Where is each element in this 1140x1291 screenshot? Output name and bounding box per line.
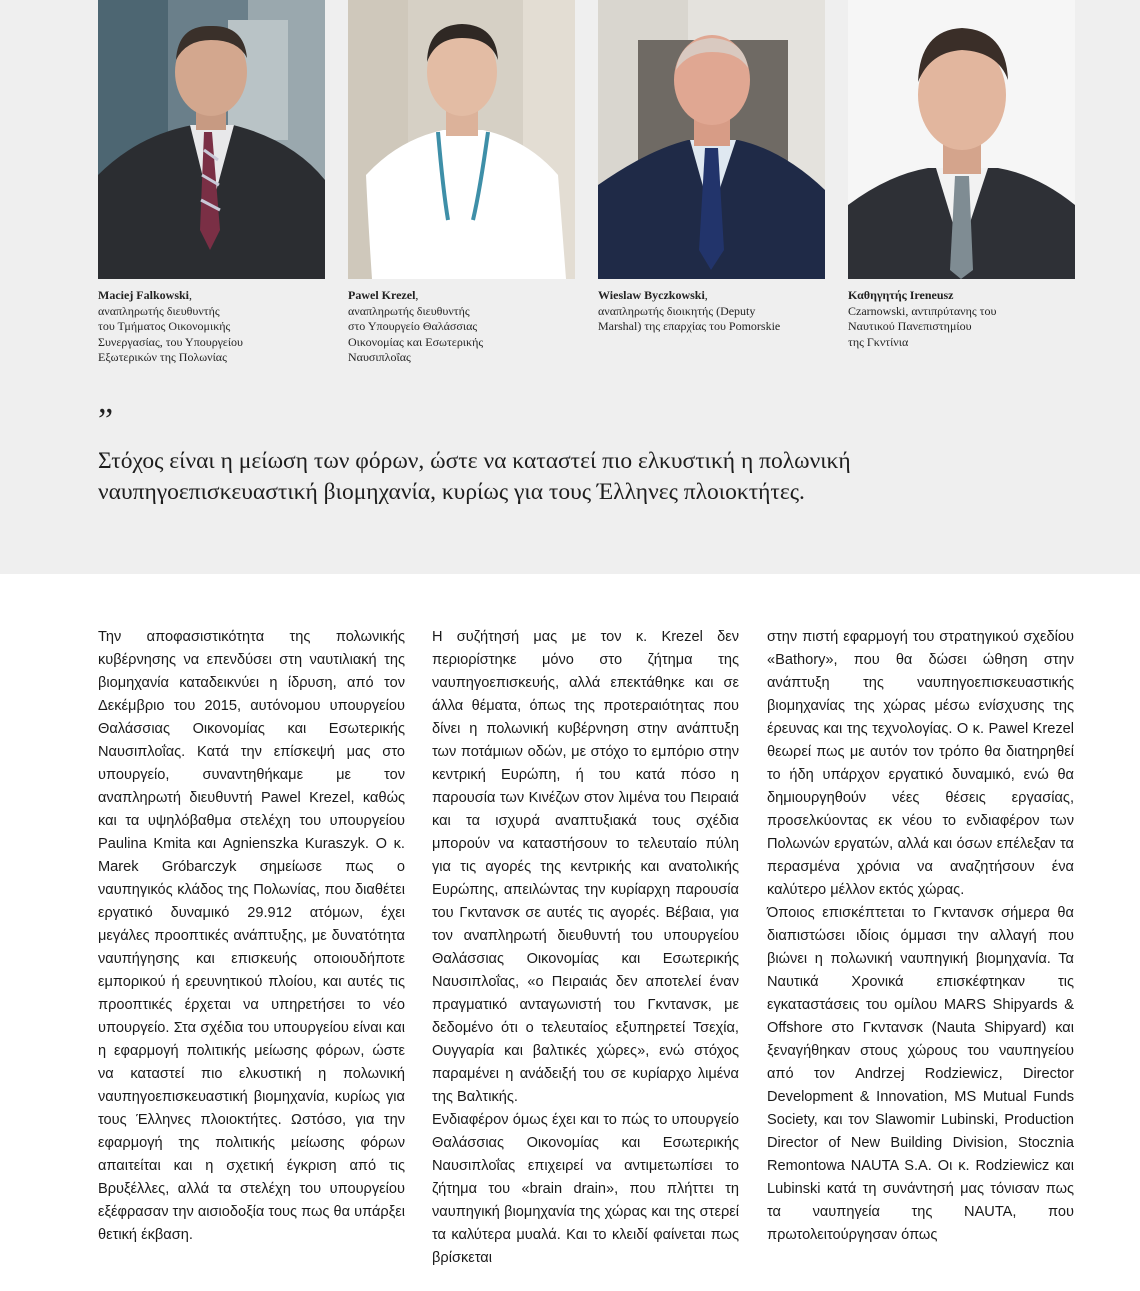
- caption-name: Wieslaw Byczkowski: [598, 288, 705, 302]
- pull-quote: [98, 446, 1078, 507]
- caption-line: αναπληρωτής διευθυντής: [348, 303, 470, 318]
- caption-3: Wieslaw Byczkowski, αναπληρωτής διοικητής (Deputy Marshal) της επαρχίας του Pomorskie: [598, 288, 781, 334]
- caption-line: Ναυτικού Πανεπιστημίου: [848, 319, 972, 334]
- article-paragraph: Όποιος επισκέπτεται το Γκντανσκ σήμερα θα διαπιστώσει ιδίοις όμμασι την αλλαγή που βιώνει η πολωνική ναυπηγική βιομηχανία. Τα Ναυτικά Χρονικά επισκέφτηκαν τις εγκαταστάσεις του ομίλου MARS Shipyards & Offshore στο Γκντανσκ (Nauta Shipyard) και ξεναγήθηκαν στους χώρους του ναυπηγείου από τον Andrzej Rodziewicz, Director Development & Innovation, MS Mutual Funds Society, και τον Slawomir Lubinski, Production Director of New Building Division, Stocznia Remontowa NAUTA S.A. Οι κ. Rodziewicz και Lubinski κατά τη συνάντησή μας τόνισαν πως τα ναυπηγεία της NAUTA, που πρωτολειτούργησαν όπως: [767, 905, 1074, 1243]
- caption-line: Εξωτερικών της Πολωνίας: [98, 350, 227, 365]
- pull-quote-line: Στόχος είναι η μείωση των φόρων, ώστε να καταστεί πιο ελκυστική η πολωνική: [98, 448, 851, 474]
- caption-4: [848, 288, 1088, 350]
- caption-line: Czarnowski, αντιπρύτανης του: [848, 303, 997, 318]
- caption-name: Καθηγητής Ireneusz: [848, 288, 954, 302]
- caption-name: Pawel Krezel: [348, 288, 416, 302]
- article-column-1: [98, 626, 405, 1247]
- caption-line: Ναυσιπλοΐας: [348, 350, 411, 365]
- caption-line: Marshal) της επαρχίας του Pomorskie: [598, 319, 781, 334]
- portrait-photo-3: [598, 0, 825, 279]
- article-paragraph: Η συζήτησή μας με τον κ. Krezel δεν περιορίστηκε μόνο στο ζήτημα της ναυπηγοεπισκευής, αλλά επεκτάθηκε και σε άλλα θέματα, όπως της προτεραιότητας που δίνει η πολωνική κυβέρνηση στην ανάπτυξη των ποτάμιων οδών, με στόχο το εμπόριο στην κεντρική Ευρώπη, ή του κατά πόσο η παρουσία των Κινέζων στον λιμένα του Πειραιά και τα ισχυρά αναπτυξιακά τους σχέδια μπορούν να καταστήσουν το τελευταίο πύλη για τις αγορές της κεντρικής και ανατολικής Ευρώπης, απειλώντας την κυρίαρχη παρουσία του Γκντανσκ σε αυτές τις αγορές. Βέβαια, για τον αναπληρωτή διευθυντή του υπουργείου Θαλάσσιας Οικονομίας και Εσωτερικής Ναυσιπλοΐας, «ο Πειραιάς δεν αποτελεί έναν πραγματικό ανταγωνιστή του Γκντανσκ, με δεδομένο ότι ο τελευταίος εξυπηρετεί Τσεχία, Ουγγαρία και βαλτικές χώρες», ενώ στόχος παραμένει η ανάδειξή του σε κυρίαρχο λιμένα της Βαλτικής.: [432, 629, 739, 1105]
- caption-line: του Τμήματος Οικονομικής: [98, 319, 231, 334]
- article-column-2: [432, 626, 739, 1270]
- caption-line: της Γκντίνια: [848, 334, 909, 349]
- quote-mark: ”: [98, 402, 114, 439]
- caption-line: αναπληρωτής διοικητής (Deputy: [598, 303, 756, 318]
- portrait-photo-2: [348, 0, 575, 279]
- caption-line: αναπληρωτής διευθυντής: [98, 303, 220, 318]
- article-paragraph: Ενδιαφέρον όμως έχει και το πώς το υπουργείο Θαλάσσιας Οικονομίας και Εσωτερικής Ναυσιπλοΐας επιχειρεί να αντιμετωπίσει το ζήτημα του «brain drain», που πλήττει τη ναυπηγική βιομηχανία της χώρας και της στερεί τα καλύτερα μυαλά. Και το κλειδί φαίνεται πως βρίσκεται: [432, 1112, 739, 1266]
- article-paragraph: στην πιστή εφαρμογή του στρατηγικού σχεδίου «Bathory», που θα δώσει ώθηση στην ανάπτυξη της ναυπηγοεπισκευαστικής βιομηχανίας της χώρας μέσω ενίσχυσης της έρευνας και της τεχνολογίας. Ο κ. Pawel Krezel θεωρεί πως με αυτόν τον τρόπο θα διατηρηθεί το ήδη υπάρχον εργατικό δυναμικό, ενώ θα δημιουργηθούν νέες θέσεις εργασίας, προσελκύοντας εκ νέου το ενδιαφέρον των Πολωνών εργατών, αλλά και όσων επέλεξαν τα περασμένα χρόνια να αναζητήσουν ένα καλύτερο μέλλον εκτός χώρας.: [767, 629, 1074, 898]
- article-paragraph: Την αποφασιστικότητα της πολωνικής κυβέρνησης να επενδύσει στη ναυτιλιακή της βιομηχανία καταδεικνύει η ίδρυση, από τον Δεκέμβριο του 2015, αυτόνομου υπουργείου Θαλάσσιας Οικονομίας και Εσωτερικής Ναυσιπλοΐας. Κατά την επίσκεψή μας στο υπουργείο, συναντηθήκαμε με τον αναπληρωτή διευθυντή Pawel Krezel, καθώς και τα υψηλόβαθμα στελέχη του υπουργείου Paulina Kmita και Agnienszka Kuraszyk. Ο κ. Marek Gróbarczyk σημείωσε πως ο ναυπηγικός κλάδος της Πολωνίας, που διαθέτει εργατικό δυναμικό 29.912 ατόμων, έχει μεγάλες προοπτικές ανάπτυξης, με δυνατότητα ναυπήγησης και επισκευής οποιουδήποτε εμπορικού ή ερευνητικού πλοίου, και αυτές τις προοπτικές έρχεται να υπηρετήσει το νέο υπουργείο. Στα σχέδια του υπουργείου είναι και η εφαρμογή πολιτικής μείωσης φόρων, ώστε να καταστεί πιο ελκυστική η πολωνική ναυπηγοεπισκευαστική βιομηχανία, κυρίως για τους Έλληνες πλοιοκτήτες. Ωστόσο, για την εφαρμογή της πολιτικής μείωσης φόρων απαιτείται και η σχετική έγκριση από τις Βρυξέλλες, αλλά τα στελέχη του υπουργείου εξέφρασαν την αισιοδοξία τους πως θα υπάρξει θετική έκβαση.: [98, 629, 405, 1243]
- portrait-photo-1: [98, 0, 325, 279]
- caption-1: Maciej Falkowski, αναπληρωτής διευθυντής του Τμήματος Οικονομικής Συνεργασίας, του Υπουργείου Εξωτερικών της Πολωνίας: [98, 288, 243, 365]
- article-column-3: [767, 626, 1074, 1247]
- caption-name: Maciej Falkowski: [98, 288, 189, 302]
- caption-line: Συνεργασίας, του Υπουργείου: [98, 334, 243, 349]
- caption-2: Pawel Krezel, αναπληρωτής διευθυντής στο Υπουργείο Θαλάσσιας Οικονομίας και Εσωτερικής Ναυσιπλοΐας: [348, 288, 484, 365]
- pull-quote-line: ναυπηγοεπισκευαστική βιομηχανία, κυρίως για τους Έλληνες πλοιοκτήτες.: [98, 478, 805, 505]
- caption-line: στο Υπουργείο Θαλάσσιας: [348, 319, 478, 334]
- caption-line: Οικονομίας και Εσωτερικής: [348, 334, 484, 349]
- portrait-photo-4: [848, 0, 1075, 279]
